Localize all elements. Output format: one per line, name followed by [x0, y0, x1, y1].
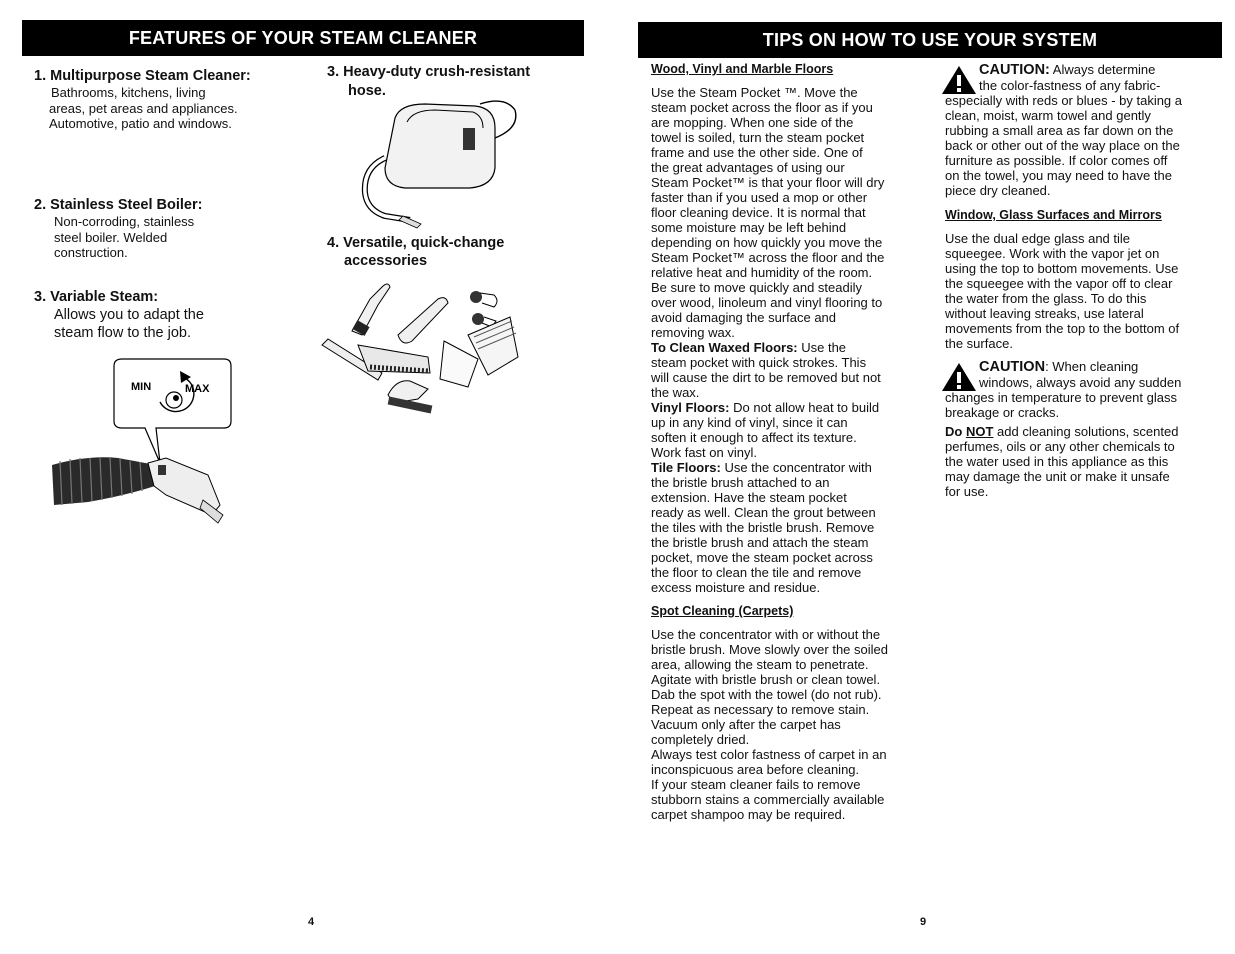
spot-line: completely dried. [651, 732, 750, 747]
caution-1-line-2: the color-fastness of any fabric- [979, 78, 1161, 93]
feature-1-line-2: areas, pet areas and appliances. [49, 101, 238, 116]
spot-line: carpet shampoo may be required. [651, 807, 846, 822]
tips-header-bar [638, 22, 1222, 58]
tile-line: ready as well. Clean the grout between [651, 505, 876, 520]
features-header-title: FEATURES OF YOUR STEAM CLEANER [128, 27, 478, 48]
wood-line: the great advantages of using our [651, 160, 845, 175]
window-line: the squeegee with the vapor off to clear [945, 276, 1173, 291]
wood-line: are mopping. When one side of the [651, 115, 854, 130]
caution-2-line: changes in temperature to prevent glass [945, 390, 1177, 405]
caution-1-line: piece dry cleaned. [945, 183, 1051, 198]
spot-line: Use the concentrator with or without the [651, 627, 881, 642]
feature-2-title: 2. Stainless Steel Boiler: [34, 197, 203, 213]
caution-2-line-1: CAUTION: When cleaning [979, 359, 1139, 375]
wood-line: steam pocket across the floor as if you [651, 100, 873, 115]
spot-line: Agitate with bristle brush or clean towel. [651, 672, 881, 687]
feature-1-title: 1. Multipurpose Steam Cleaner: [34, 68, 251, 84]
do-not-paragraph [945, 424, 1215, 499]
spot-line: area, allowing the steam to penetrate. [651, 657, 869, 672]
wood-line: faster than if you used a mop or other [651, 190, 868, 205]
do-not-emphasis: NOT [965, 424, 994, 439]
wood-line: Be sure to move quickly and steadily [651, 280, 862, 295]
tile-line: the floor to clean the tile and remove [651, 565, 862, 580]
wood-line: towel is soiled, turn the steam pocket [651, 130, 865, 145]
waxed-line: steam pocket with quick strokes. This [651, 355, 867, 370]
feature-4-title-2: accessories [344, 253, 428, 269]
tile-line: the tiles with the bristle brush. Remove [651, 520, 875, 535]
feature-hose-title-1: 3. Heavy-duty crush-resistant [327, 64, 531, 80]
wood-section [651, 62, 916, 822]
vinyl-line: Vinyl Floors: Do not allow heat to build [651, 400, 880, 415]
caution-1-line-1: CAUTION: Always determine [979, 62, 1156, 78]
wood-line: Steam Pocket™ across the floor and the [651, 250, 885, 265]
feature-3-line-1: Allows you to adapt the [54, 307, 204, 323]
steam-cleaner-illustration [355, 98, 525, 223]
caution-2-line: breakage or cracks. [945, 405, 1060, 420]
dial-min-label: MIN [131, 381, 152, 393]
do-not-line: Do NOT add cleaning solutions, scented [945, 424, 1179, 439]
dial-max-label: MAX [185, 383, 210, 395]
wood-line: removing wax. [651, 325, 735, 340]
wood-heading: Wood, Vinyl and Marble Floors [651, 62, 834, 76]
caution-1-body [945, 93, 1215, 198]
wood-line: frame and use the other side. One of [651, 145, 863, 160]
right-page-number: 9 [920, 916, 927, 928]
spot-line: inconspicuous area before cleaning. [651, 762, 860, 777]
feature-2-line-3: construction. [54, 245, 128, 260]
tile-line: the bristle brush attached to an [651, 475, 830, 490]
waxed-line: the wax. [651, 385, 700, 400]
spot-paragraph [651, 627, 916, 822]
window-line: without leaving streaks, use lateral [945, 306, 1144, 321]
tile-line: excess moisture and residue. [651, 580, 821, 595]
wood-line: avoid damaging the surface and [651, 310, 837, 325]
caution-2-body [945, 390, 1215, 420]
accessories-illustration [318, 275, 536, 425]
tile-line: extension. Have the steam pocket [651, 490, 847, 505]
do-not-line: perfumes, oils or any other chemicals to [945, 439, 1175, 454]
wood-line: floor cleaning device. It is normal that [651, 205, 866, 220]
feature-1-line-1: Bathrooms, kitchens, living [51, 85, 206, 100]
waxed-label: To Clean Waxed Floors: [651, 340, 798, 355]
wood-line: Steam Pocket™ is that your floor will dry [651, 175, 885, 190]
caution-2-word: CAUTION [979, 359, 1046, 375]
feature-1-line-3: Automotive, patio and windows. [49, 116, 232, 131]
window-heading: Window, Glass Surfaces and Mirrors [945, 208, 1162, 222]
vinyl-line: Work fast on vinyl. [651, 445, 757, 460]
window-line: the water from the glass. To do this [945, 291, 1147, 306]
tile-line: Tile Floors: Use the concentrator with [651, 460, 872, 475]
window-line: squeegee. Work with the vapor jet on [945, 246, 1160, 261]
do-not-line: may damage the unit or make it unsafe [945, 469, 1170, 484]
caution-1-word: CAUTION: [979, 62, 1050, 78]
feature-3-line-2: steam flow to the job. [54, 325, 192, 341]
spot-line: bristle brush. Move slowly over the soiled [651, 642, 888, 657]
window-line: movements from the top to the bottom of [945, 321, 1180, 336]
tile-line: the bristle brush and attach the steam [651, 535, 869, 550]
tips-header-title: TIPS ON HOW TO USE YOUR SYSTEM [762, 29, 1098, 50]
vinyl-label: Vinyl Floors: [651, 400, 730, 415]
caution-1-line: furniture as possible. If color comes off [945, 153, 1168, 168]
do-not-line: the water used in this appliance as this [945, 454, 1169, 469]
window-section [945, 208, 1215, 351]
spot-line: Dab the spot with the towel (do not rub). [651, 687, 882, 702]
feature-2-line-2: steel boiler. Welded [54, 230, 168, 245]
left-page-number: 4 [308, 916, 315, 928]
tile-label: Tile Floors: [651, 460, 721, 475]
window-line: the surface. [945, 336, 1013, 351]
spot-line: Vacuum only after the carpet has [651, 717, 841, 732]
window-line: using the top to bottom movements. Use [945, 261, 1179, 276]
feature-hose-title-2: hose. [348, 83, 386, 99]
wood-line: depending on how quickly you move the [651, 235, 883, 250]
window-paragraph [945, 231, 1215, 351]
spot-line: If your steam cleaner fails to remove [651, 777, 861, 792]
vinyl-line: soften it enough to affect its texture. [651, 430, 857, 445]
wood-line: relative heat and humidity of the room. [651, 265, 873, 280]
wood-line: Use the Steam Pocket ™. Move the [651, 85, 858, 100]
wood-line: some moisture may be left behind [651, 220, 847, 235]
do-not-line: for use. [945, 484, 989, 499]
feature-4-title-1: 4. Versatile, quick-change [327, 235, 505, 251]
caution-1-line: rubbing a small area as far down on the [945, 123, 1174, 138]
wood-line: over wood, linoleum and vinyl flooring to [651, 295, 883, 310]
wood-paragraph [651, 85, 916, 595]
tile-line: pocket, move the steam pocket across [651, 550, 873, 565]
caution-1-line: on the towel, you may need to have the [945, 168, 1172, 183]
features-header-bar [22, 20, 584, 56]
caution-2-line-2: windows, always avoid any sudden [979, 375, 1182, 390]
feature-2-line-1: Non-corroding, stainless [54, 214, 195, 229]
caution-warning-icon [941, 65, 977, 95]
window-line: Use the dual edge glass and tile [945, 231, 1131, 246]
caution-1-line: especially with reds or blues - by taking a [945, 93, 1183, 108]
spot-heading: Spot Cleaning (Carpets) [651, 604, 794, 618]
spot-line: Always test color fastness of carpet in an [651, 747, 887, 762]
caution-1-line: back or other out of the way place on the [945, 138, 1180, 153]
waxed-line: will cause the dirt to be removed but not [651, 370, 881, 385]
spot-line: Repeat as necessary to remove stain. [651, 702, 870, 717]
waxed-line: To Clean Waxed Floors: Use the [651, 340, 847, 355]
spot-line: stubborn stains a commercially available [651, 792, 885, 807]
variable-steam-illustration [48, 355, 238, 540]
caution-warning-icon [941, 362, 977, 392]
vinyl-line: up in any kind of vinyl, since it can [651, 415, 848, 430]
caution-1-line: clean, moist, warm towel and gently [945, 108, 1151, 123]
feature-3-title: 3. Variable Steam: [34, 289, 159, 305]
